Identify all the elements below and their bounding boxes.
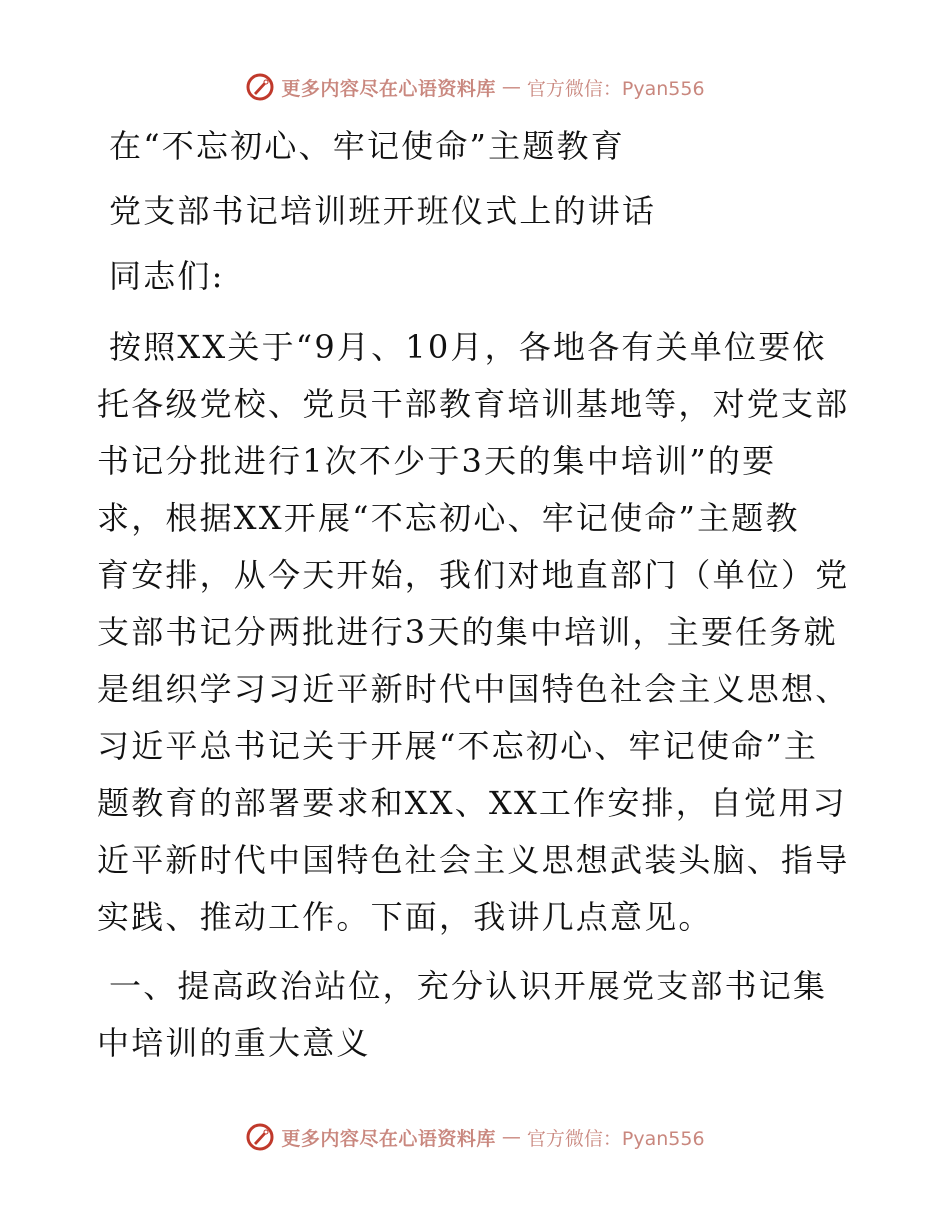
paragraph-line: 托各级党校、党员干部教育培训基地等，对党支部 — [97, 385, 850, 423]
watermark-handle: 官方微信：Pyan556 — [526, 77, 705, 100]
paragraph-line: 书记分批进行1次不少于3天的集中培训”的要 — [97, 442, 777, 480]
paragraph-line: 近平新时代中国特色社会主义思想武装头脑、指导 — [97, 841, 850, 879]
paragraph-line: 题教育的部署要求和XX、XX工作安排，自觉用习 — [97, 784, 847, 822]
paragraph-1 — [97, 319, 857, 946]
paragraph-line: 实践、推动工作。下面，我讲几点意见。 — [97, 898, 713, 936]
watermark-text: 更多内容尽在心语资料库 — [281, 1127, 496, 1150]
logo-icon — [245, 1122, 275, 1152]
footer-watermark — [0, 1122, 950, 1152]
title-line-2: 党支部书记培训班开班仪式上的讲话 — [109, 192, 657, 230]
title-line-1: 在“不忘初心、牢记使命”主题教育 — [109, 127, 625, 165]
heading-line: 中培训的重大意义 — [97, 1024, 371, 1062]
section-heading-1 — [97, 958, 857, 1072]
paragraph-line: 支部书记分两批进行3天的集中培训，主要任务就 — [97, 613, 838, 651]
document-body — [97, 118, 857, 1072]
paragraph-line: 习近平总书记关于开展“不忘初心、牢记使命”主 — [97, 727, 819, 765]
paragraph-line: 是组织学习习近平新时代中国特色社会主义思想、 — [97, 670, 850, 708]
watermark-handle: 官方微信：Pyan556 — [526, 1127, 705, 1150]
watermark-separator: — — [501, 1126, 521, 1148]
paragraph-line: 育安排，从今天开始，我们对地直部门（单位）党 — [97, 556, 850, 594]
paragraph-line: 求，根据XX开展“不忘初心、牢记使命”主题教 — [97, 499, 800, 537]
watermark-separator: — — [501, 76, 521, 98]
paragraph-line: 按照XX关于“9月、10月，各地各有关单位要依 — [109, 328, 827, 366]
salutation: 同志们: — [109, 257, 225, 295]
logo-icon — [245, 72, 275, 102]
header-watermark — [0, 72, 950, 102]
heading-line: 一、提高政治站位，充分认识开展党支部书记集 — [109, 967, 828, 1005]
watermark-text: 更多内容尽在心语资料库 — [281, 77, 496, 100]
